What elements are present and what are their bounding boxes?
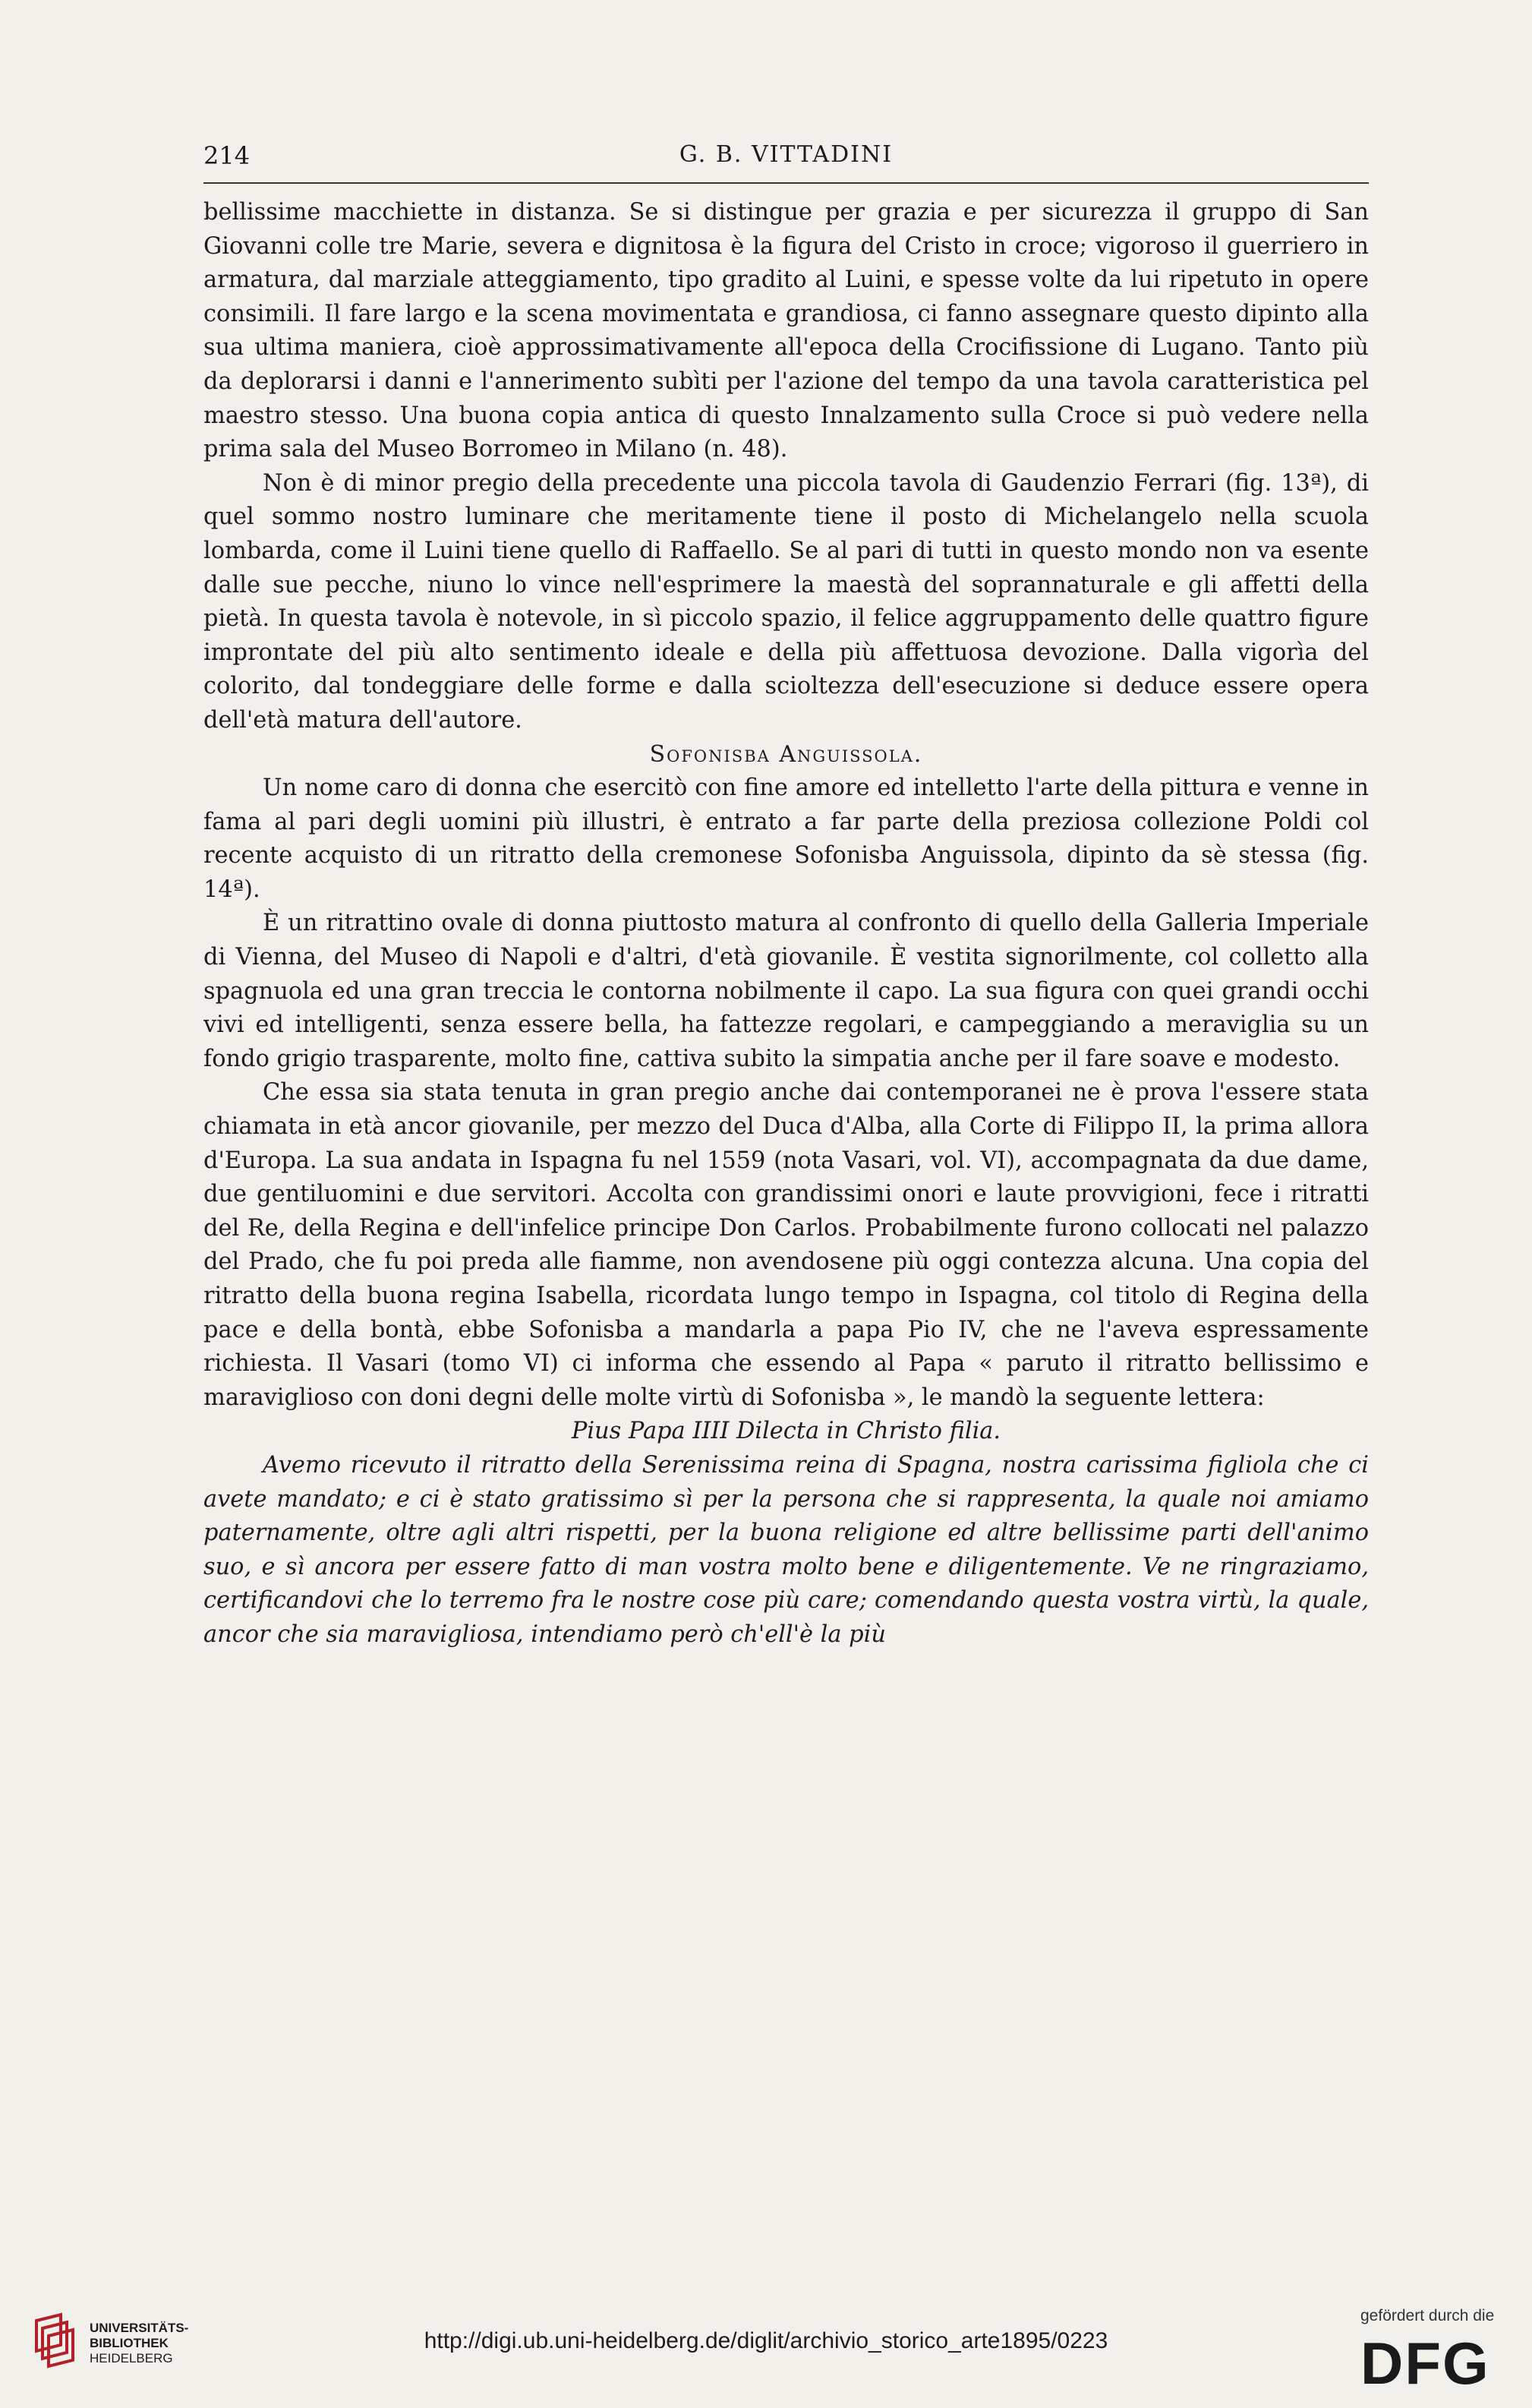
funding-label: gefördert durch die	[1360, 2307, 1495, 2324]
section-heading: Sofonisba Anguissola.	[649, 740, 923, 768]
library-name-line2: BIBLIOTHEK	[90, 2336, 169, 2350]
source-url-link[interactable]: http://digi.ub.uni-heidelberg.de/diglit/archivio_storico_arte1895/0223	[424, 2328, 1108, 2353]
letter-heading: Pius Papa IIII Dilecta in Christo filia.	[571, 1418, 1001, 1445]
library-name-line3: HEIDELBERG	[90, 2351, 173, 2365]
body-text	[203, 196, 1369, 1652]
page-number: 214	[203, 141, 251, 170]
running-title: G. B. VITTADINI	[679, 141, 894, 168]
paragraph-4: È un ritrattino ovale di donna piuttosto matura al confronto di quello della Galleria Imperiale di Vienna, del Museo di Napoli e d'altri, d'età giovanile. È vestita signorilmente, col colletto alla spagnuola ed una gran treccia le contorna nobilmente il capo. La sua figura con quei grandi occhi vivi ed intelligenti, senza essere bella, ha fattezze regolari, e campeggiando a meraviglia su un fondo grigio trasparente, molto fine, cattiva subito la simpatia anche per il fare soave e modesto.	[203, 910, 1369, 1072]
paragraph-1: bellissime macchiette in distanza. Se si distingue per grazia e per sicurezza il gruppo di San Giovanni colle tre Marie, severa e dignitosa è la figura del Cristo in croce; vigoroso il guerriero in armatura, dal marziale atteggiamento, tipo gradito al Luini, e spesse volte da lui ripetuto in opere consimili. Il fare largo e la scena movimentata e grandiosa, ci fanno assegnare questo dipinto alla sua ultima maniera, cioè approssimativamente all'epoca della Crocifissione di Lugano. Tanto più da deplorarsi i danni e l'annerimento subìti per l'azione del tempo da una tavola caratteristica pel maestro stesso. Una buona copia antica di questo Innalzamento sulla Croce si può vedere nella prima sala del Museo Borromeo in Milano (n. 48).	[203, 199, 1369, 463]
paragraph-2: Non è di minor pregio della precedente una piccola tavola di Gaudenzio Ferrari (fig. 13ª), di quel sommo nostro luminare che meritamente tiene il posto di Michelangelo nella scuola lombarda, come il Luini tiene quello di Raffaello. Se al pari di tutti in questo mondo non va esente dalle sue pecche, niuno lo vince nell'esprimere la maestà del soprannaturale e gli affetti della pietà. In questa tavola è notevole, in sì piccolo spazio, il felice aggruppamento delle quattro figure improntate del più alto sentimento ideale e della più affettuosa devozione. Dalla vigorìa del colorito, dal tondeggiare delle forme e dalla scioltezza dell'esecuzione si deduce essere opera dell'età matura dell'autore.	[203, 469, 1369, 734]
paragraph-5: Che essa sia stata tenuta in gran pregio anche dai contemporanei ne è prova l'essere stata chiamata in età ancor giovanile, per mezzo del Duca d'Alba, alla Corte di Filippo II, la prima allora d'Europa. La sua andata in Ispagna fu nel 1559 (nota Vasari, vol. VI), accompagnata da due dame, due gentiluomini e due servitori. Accolta con grandissimi onori e laute provvigioni, fece i ritratti del Re, della Regina e dell'infelice principe Don Carlos. Probabilmente furono collocati nel palazzo del Prado, che fu poi preda alle fiamme, non avendosene più oggi contezza alcuna. Una copia del ritratto della buona regina Isabella, ricordata lungo tempo in Ispagna, col titolo di Regina della pace e della bontà, ebbe Sofonisba a mandarla a papa Pio IV, che ne l'aveva espressamente richiesta. Il Vasari (tomo VI) ci informa che essendo al Papa « paruto il ritratto bellissimo e maraviglioso con doni degni delle molte virtù di Sofonisba », le mandò la seguente lettera:	[203, 1079, 1369, 1411]
paragraph-3: Un nome caro di donna che esercitò con fine amore ed intelletto l'arte della pittura e venne in fama al pari degli uomini più illustri, è entrato a far parte della preziosa collezione Poldi col recente acquisto di un ritratto della cremonese Sofonisba Anguissola, dipinto da sè stessa (fig. 14ª).	[203, 775, 1369, 903]
library-name-line1: UNIVERSITÄTS-	[90, 2321, 189, 2335]
letter-body: Avemo ricevuto il ritratto della Serenissima reina di Spagna, nostra carissima figliola che ci avete mandato; e ci è stato gratissimo sì per la persona che si rappresenta, la quale noi amiamo paternamente, oltre agli altri rispetti, per la buona religione ed altre bellissime parti dell'animo suo, e sì ancora per essere fatto di man vostra molto bene e diligentemente. Ve ne ringraziamo, certificandovi che lo terremo fra le nostre cose più care; comendando questa vostra virtù, la quale, ancor che sia maravigliosa, intendiamo però ch'ell'è la più	[203, 1451, 1369, 1648]
dfg-logo: DFG	[1360, 2330, 1490, 2397]
footer	[0, 2284, 1532, 2408]
header-rule	[203, 182, 1369, 184]
page-header	[203, 141, 1369, 175]
